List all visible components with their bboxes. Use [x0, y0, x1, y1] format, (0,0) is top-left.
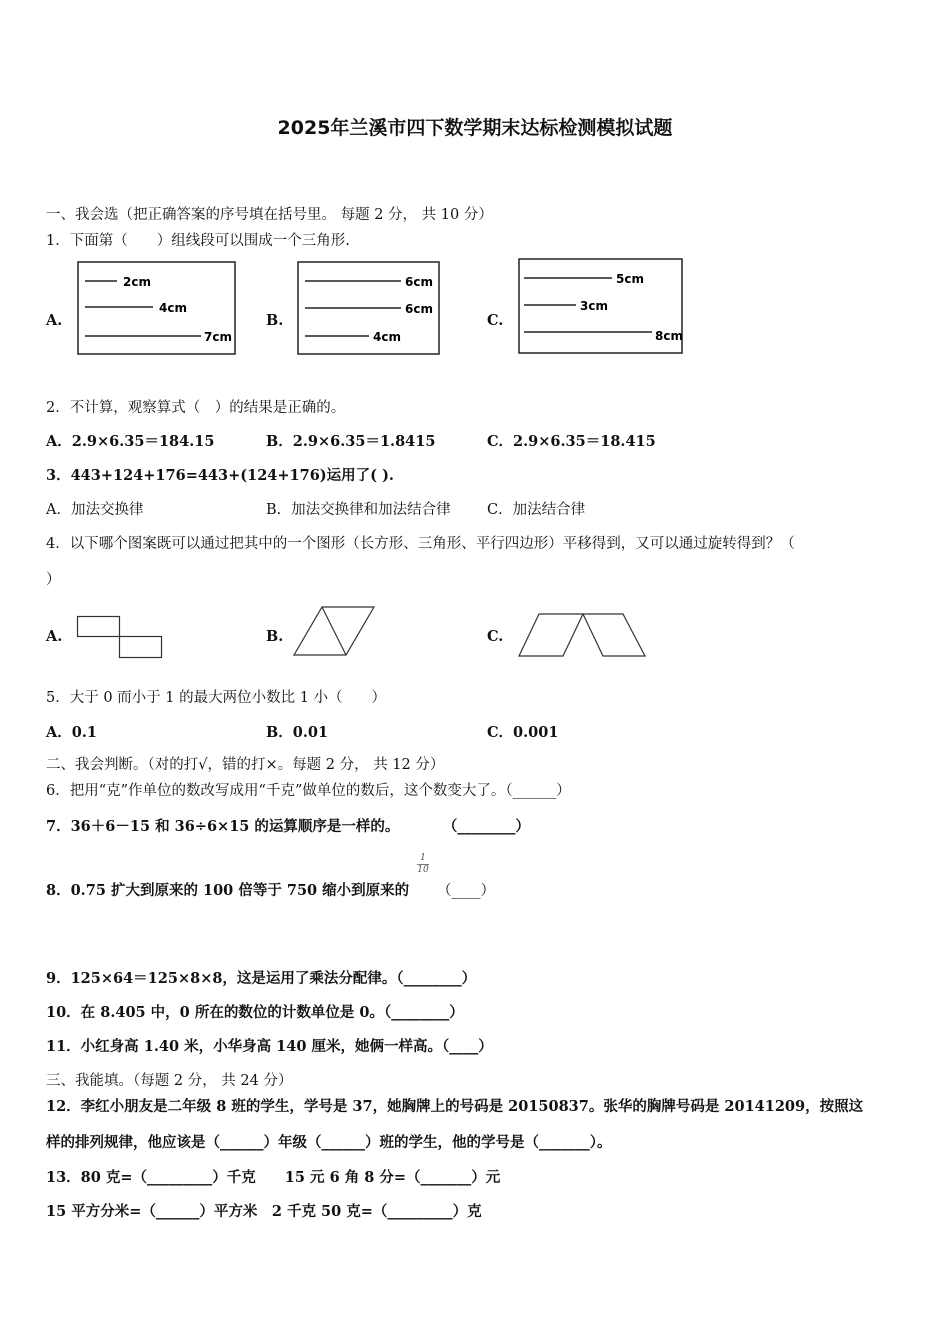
section2-heading: 二、我会判断。（对的打√，错的打×。每题 2 分， 共 12 分）	[46, 757, 445, 773]
q4-text-line2: ）	[46, 572, 61, 588]
q7-text: 7．36＋6－15 和 36÷6×15 的运算顺序是一样的。 （________）	[46, 818, 530, 835]
q13-text-line2: 15 平方分米=（______）平方米 2 千克 50 克=（_________）克	[46, 1203, 482, 1220]
q1-b-seg1-label: 6cm	[405, 275, 433, 289]
q5-text: 5．大于 0 而小于 1 的最大两位小数比 1 小（ ）	[46, 690, 387, 706]
section3-heading: 三、我能填。（每题 2 分， 共 24 分）	[46, 1073, 293, 1089]
q8-fraction-numerator: 1	[420, 853, 426, 863]
q4-option-c-figure	[517, 611, 649, 659]
q5-option-b: B．0.01	[266, 724, 329, 741]
q4-option-b-figure	[292, 604, 378, 658]
q1-a-seg2-label: 4cm	[159, 301, 187, 315]
q9-text: 9．125×64＝125×8×8，这是运用了乘法分配律。（________）	[46, 970, 477, 987]
q4-option-c-label: C.	[487, 628, 504, 645]
q4-option-b-label: B.	[266, 628, 284, 645]
q2-option-c: C．2.9×6.35＝18.415	[487, 433, 656, 450]
q6-text: 6．把用“克”作单位的数改写成用“千克”做单位的数后，这个数变大了。（______）	[46, 783, 571, 799]
q3-option-a: A．加法交换律	[46, 502, 144, 518]
q8-fraction-denominator: 10	[417, 865, 429, 875]
section1-heading: 一、我会选（把正确答案的序号填在括号里。 每题 2 分， 共 10 分）	[46, 207, 493, 223]
q3-text: 3．443+124+176=443+(124+176)运用了( ).	[46, 467, 394, 484]
q1-option-c-label: C.	[487, 312, 504, 329]
q2-option-a: A．2.9×6.35＝184.15	[46, 433, 215, 450]
q8-text: 8．0.75 扩大到原来的 100 倍等于 750 缩小到原来的	[46, 882, 410, 899]
q1-option-c-figure	[518, 258, 685, 356]
q1-c-seg2-label: 3cm	[580, 299, 608, 313]
q1-a-seg3-label: 7cm	[204, 330, 232, 344]
q11-text: 11．小红身高 1.40 米，小华身高 140 厘米，她俩一样高。（____）	[46, 1038, 493, 1055]
q8-blank: （____）	[437, 883, 495, 899]
q13-text-line1: 13．80 克=（_________）千克 15 元 6 角 8 分=（_______）元	[46, 1169, 501, 1186]
q3-option-c: C．加法结合律	[487, 502, 586, 518]
q2-option-b: B．2.9×6.35＝1.8415	[266, 433, 436, 450]
q4-text-line1: 4．以下哪个图案既可以通过把其中的一个图形（长方形、三角形、平行四边形）平移得到，又可以通过旋转得到？（	[46, 536, 795, 552]
q1-option-a-figure	[77, 261, 237, 356]
q2-text: 2．不计算，观察算式（ ）的结果是正确的。	[46, 400, 346, 416]
q8-fraction	[415, 853, 431, 876]
q4-option-a-label: A.	[46, 628, 63, 645]
q1-b-seg3-label: 4cm	[373, 330, 401, 344]
q1-text: 1．下面第（ ）组线段可以围成一个三角形.	[46, 233, 350, 249]
q1-b-seg2-label: 6cm	[405, 302, 433, 316]
q1-c-seg3-label: 8cm	[655, 329, 683, 343]
q3-option-b: B．加法交换律和加法结合律	[266, 502, 451, 518]
q1-option-a-label: A.	[46, 312, 63, 329]
q5-option-a: A．0.1	[46, 724, 97, 741]
q1-option-b-figure	[297, 261, 442, 356]
q1-option-b-label: B.	[266, 312, 284, 329]
q10-text: 10．在 8.405 中，0 所在的数位的计数单位是 0。（________）	[46, 1004, 464, 1021]
page-title: 2025年兰溪市四下数学期末达标检测模拟试题	[277, 117, 673, 139]
q5-option-c: C．0.001	[487, 724, 559, 741]
q12-text-line2: 样的排列规律，他应该是（______）年级（______）班的学生，他的学号是（_______）。	[46, 1134, 612, 1151]
q12-text-line1: 12．李红小朋友是二年级 8 班的学生，学号是 37，她胸牌上的号码是 20150837。张华的胸牌号码是 20141209，按照这	[46, 1098, 864, 1115]
q1-a-seg1-label: 2cm	[123, 275, 151, 289]
q4-option-a-figure	[76, 615, 166, 661]
q1-c-seg1-label: 5cm	[616, 272, 644, 286]
